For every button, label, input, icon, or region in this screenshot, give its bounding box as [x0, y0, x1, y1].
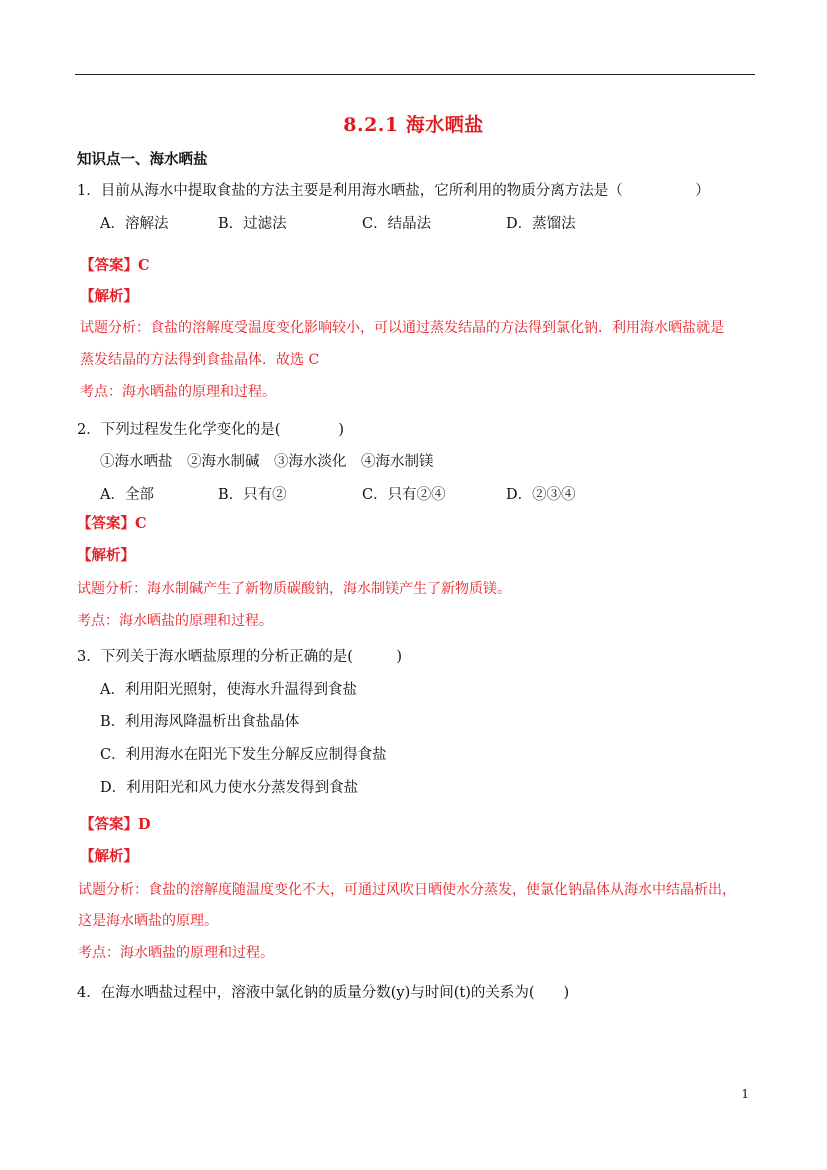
- header-rule: [75, 74, 755, 75]
- q1-stem: 1．目前从海水中提取食盐的方法主要是利用海水晒盐，它所利用的物质分离方法是（ ）: [77, 183, 710, 199]
- q2-option-c: C．只有②④: [362, 487, 446, 503]
- q2-option-b: B．只有②: [218, 487, 287, 503]
- q2-answer: 【答案】C: [77, 515, 147, 532]
- q3-analysis-label: 【解析】: [80, 848, 138, 865]
- q1-option-b: B．过滤法: [218, 216, 287, 232]
- q3-option-c: C．利用海水在阳光下发生分解反应制得食盐: [100, 747, 387, 763]
- q1-point: 考点：海水晒盐的原理和过程。: [80, 384, 276, 400]
- section-heading: 知识点一、海水晒盐: [77, 151, 208, 168]
- q2-stem: 2．下列过程发生化学变化的是( ): [77, 422, 345, 438]
- q1-option-d: D．蒸馏法: [506, 216, 576, 232]
- q2-point: 考点：海水晒盐的原理和过程。: [77, 613, 273, 629]
- q2-analysis-line-1: 试题分析：海水制碱产生了新物质碳酸钠，海水制镁产生了新物质镁。: [77, 581, 511, 597]
- q1-analysis-label: 【解析】: [80, 288, 138, 305]
- q3-option-a: A．利用阳光照射，使海水升温得到食盐: [100, 682, 357, 698]
- page-title: 8.2.1 海水晒盐: [343, 114, 484, 136]
- q4-stem: 4．在海水晒盐过程中，溶液中氯化钠的质量分数(y)与时间(t)的关系为( ): [77, 985, 570, 1001]
- q3-point: 考点：海水晒盐的原理和过程。: [78, 945, 274, 961]
- q2-analysis-label: 【解析】: [77, 547, 135, 564]
- q3-analysis-line-1: 试题分析：食盐的溶解度随温度变化不大，可通过风吹日晒使水分蒸发，使氯化钠晶体从海水中结晶析出，: [78, 882, 736, 898]
- q3-option-d: D．利用阳光和风力使水分蒸发得到食盐: [100, 780, 359, 796]
- q2-option-a: A．全部: [100, 487, 154, 503]
- q2-option-d: D．②③④: [506, 487, 576, 503]
- page-number: 1: [741, 1087, 749, 1101]
- q1-analysis-line-2: 蒸发结晶的方法得到食盐晶体．故选 C: [80, 352, 320, 368]
- q3-analysis-line-2: 这是海水晒盐的原理。: [78, 913, 218, 929]
- q3-option-b: B．利用海风降温析出食盐晶体: [100, 714, 300, 730]
- q3-stem: 3．下列关于海水晒盐原理的分析正确的是( ): [77, 649, 403, 665]
- q2-items: ①海水晒盐 ②海水制碱 ③海水淡化 ④海水制镁: [100, 454, 434, 470]
- q1-option-c: C．结晶法: [362, 216, 432, 232]
- q1-option-a: A．溶解法: [100, 216, 169, 232]
- q3-answer: 【答案】D: [80, 816, 151, 833]
- q1-answer: 【答案】C: [80, 257, 150, 274]
- q1-analysis-line-1: 试题分析：食盐的溶解度受温度变化影响较小，可以通过蒸发结晶的方法得到氯化钠．利用海水晒盐就是: [80, 320, 724, 336]
